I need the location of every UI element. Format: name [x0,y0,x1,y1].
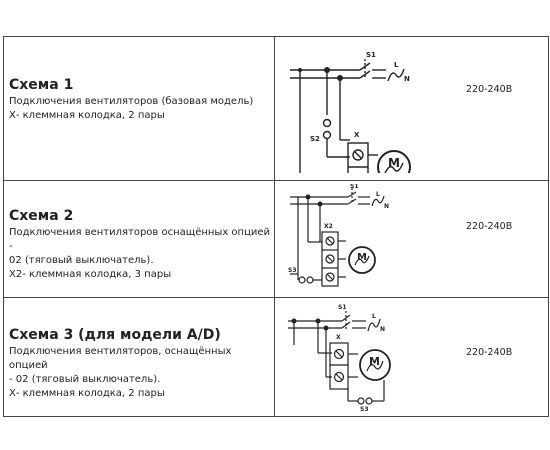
s1-label: S1 [366,51,376,59]
x2-label: X2 [324,223,333,230]
scheme-3-voltage: 220-240В [466,347,513,358]
s2-label: S2 [310,135,320,143]
scheme-row-1 [4,37,548,181]
scheme-3-description [9,327,271,401]
scheme-3-line-3: Х- клеммная колодка, 2 пары [9,388,165,399]
scheme-2-line-1: Подключения вентиляторов оснащённых опцией - [9,227,271,252]
column-divider [274,180,275,297]
scheme-2-voltage: 220-240В [466,221,513,232]
l-label: L [394,61,399,69]
scheme-row-3 [4,297,548,417]
scheme-1-line-2: Х- клеммная колодка, 2 пары [9,110,165,121]
x-label: X [354,131,360,139]
motor-label: M [388,156,400,170]
n-label: N [384,203,390,210]
scheme-2-line-3: Х2- клеммная колодка, 3 пары [9,269,172,280]
l-label: L [372,313,376,320]
scheme-row-2 [4,180,548,298]
scheme-3-line-1: Подключения вентиляторов, оснащённых опцией [9,346,232,371]
s1-label: S1 [350,184,359,190]
s1-label: S1 [338,304,347,311]
s3-label: S3 [288,267,297,274]
n-label: N [404,75,410,83]
scheme-3-diagram [280,301,410,413]
scheme-3-title: Схема 3 (для модели A/D) [9,327,221,343]
scheme-1-description [9,77,271,123]
scheme-3-line-2: - 02 (тяговый выключатель). [9,374,161,385]
scheme-2-line-2: 02 (тяговый выключатель). [9,255,154,266]
column-divider [274,297,275,416]
scheme-1-diagram [282,45,432,173]
x-label: X [336,334,341,341]
n-label: N [380,326,386,333]
scheme-1-voltage: 220-240В [466,84,513,95]
l-label: L [376,191,380,198]
scheme-2-title: Схема 2 [9,208,74,224]
motor-label: M [369,355,380,368]
scheme-2-description [9,208,271,282]
scheme-table [3,36,549,417]
scheme-2-diagram [280,184,410,294]
scheme-1-line-1: Подключения вентиляторов (базовая модель) [9,96,254,107]
motor-label: M [357,252,367,263]
s3-label: S3 [360,406,369,413]
column-divider [274,37,275,180]
scheme-1-title: Схема 1 [9,77,74,93]
